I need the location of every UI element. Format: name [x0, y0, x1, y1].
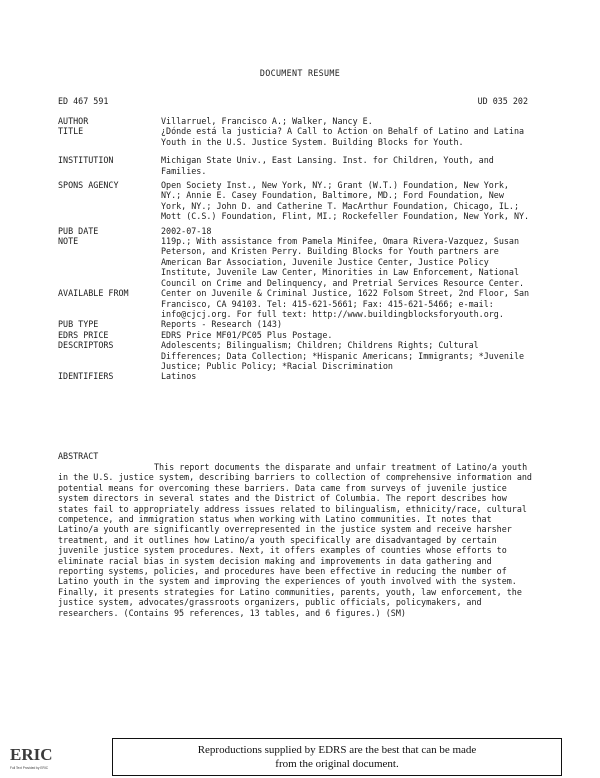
field-label: IDENTIFIERS: [58, 371, 114, 382]
field-pub-date: [58, 226, 533, 236]
field-title: [58, 126, 533, 147]
eric-logo-subtitle: Full Text Provided by ERIC: [10, 766, 49, 770]
field-value: Center on Juvenile & Criminal Justice, 1622 Folsom Street, 2nd Floor, San Francisco, CA 94103. Tel: 415-621-5661; Fax: 415-621-5466; e-mail: info@cjcj.org. For full text: http://www.buildingblocksforyouth.org.: [161, 288, 535, 319]
metadata-fields: [58, 116, 533, 382]
field-label: AVAILABLE FROM: [58, 288, 129, 299]
document-title: DOCUMENT RESUME: [259, 68, 341, 78]
field-pub-type: [58, 319, 533, 329]
field-label: AUTHOR: [58, 116, 89, 126]
field-label: NOTE: [58, 236, 79, 247]
field-label: PUB TYPE: [58, 319, 99, 330]
field-value: Adolescents; Bilingualism; Children; Childrens Rights; Cultural Differences; Data Collection; *Hispanic Americans; Immigrants; *Juvenile Justice; Public Policy; *Racial Discrimination: [161, 340, 530, 371]
field-value: 2002-07-18: [161, 225, 212, 236]
field-label: DESCRIPTORS: [58, 340, 114, 351]
reproduction-notice-line-1: Reproductions supplied by EDRS are the best that can be made: [197, 744, 477, 756]
field-value: Michigan State Univ., East Lansing. Inst. for Children, Youth, and Families.: [161, 155, 499, 176]
field-value: EDRS Price MF01/PC05 Plus Postage.: [161, 329, 333, 340]
field-value: Reports - Research (143): [161, 319, 283, 330]
field-value: Villarruel, Francisco A.; Walker, Nancy E.: [161, 116, 373, 126]
cg-number: UD 035 202: [477, 96, 528, 106]
field-value: Open Society Inst., New York, NY.; Grant (W.T.) Foundation, New York, NY.; Annie E. Casey Foundation, Baltimore, MD.; Ford Foundation, New York, NY.; John D. and Catherine T. MacArthur Foundation, Chicago, IL.; Mott (C.S.) Foundation, Flint, MI.; Rockefeller Foundation, New York, NY.: [161, 180, 530, 222]
field-edrs-price: [58, 330, 533, 340]
eric-logo-text: ERIC: [10, 745, 53, 764]
field-descriptors: [58, 340, 533, 371]
abstract-heading: ABSTRACT: [58, 451, 99, 461]
field-identifiers: [58, 371, 533, 381]
reproduction-notice-line-2: from the original document.: [275, 758, 399, 770]
field-label: PUB DATE: [58, 225, 99, 236]
ed-number: ED 467 591: [58, 96, 109, 106]
field-label: SPONS AGENCY: [58, 180, 119, 191]
field-available-from: [58, 288, 533, 319]
field-value: 119p.; With assistance from Pamela Minifee, Omara Rivera-Vazquez, Susan Peterson, and Kristen Perry. Building Blocks for Youth partners are American Bar Association, Juvenile Justice Center, Justice Policy Institute, Juvenile Law Center, Minorities in Law Enforcement, National Council on Crime and Delinquency, and Pretrial Services Resource Center.: [161, 236, 525, 288]
field-label: INSTITUTION: [58, 155, 114, 166]
field-note: [58, 236, 533, 288]
eric-logo: [8, 740, 53, 772]
field-spons-agency: [58, 180, 533, 222]
field-institution: [58, 155, 533, 176]
field-label: TITLE: [58, 126, 84, 137]
field-author: [58, 116, 533, 126]
field-label: EDRS PRICE: [58, 329, 109, 340]
field-value: Latinos: [161, 371, 197, 382]
abstract-body: This report documents the disparate and unfair treatment of Latino/a youth in the U.S. justice system, describing barriers to collection of comprehensive information and potential means for overcoming these barriers. Data came from surveys of juvenile justice system directors in several states and the District of Columbia. The report describes how states fail to appropriately address issues related to bilingualism, ethnicity/race, cultural competence, and immigration status when working with Latino communities. It notes that Latino/a youth are significantly overrepresented in the justice system and receive harsher treatment, and it outlines how Latino/a youth specifically are disadvantaged by certain juvenile justice system procedures. Next, it offers examples of counties whose efforts to eliminate racial bias in system decision making and improvements in data gathering and reporting systems, policies, and procedures have been effective in reducing the number of Latino youth in the system and improving the experiences of youth involved with the system. Finally, it presents strategies for Latino communities, parents, youth, law enforcement, the justice system, advocates/grassroots organizers, public officials, policymakers, and researchers. (Contains 95 references, 13 tables, and 6 figures.) (SM): [58, 462, 538, 618]
reproduction-notice: [112, 738, 562, 776]
field-value: ¿Dónde está la justicia? A Call to Action on Behalf of Latino and Latina Youth in the U.S. Justice System. Building Blocks for Youth.: [161, 126, 530, 147]
